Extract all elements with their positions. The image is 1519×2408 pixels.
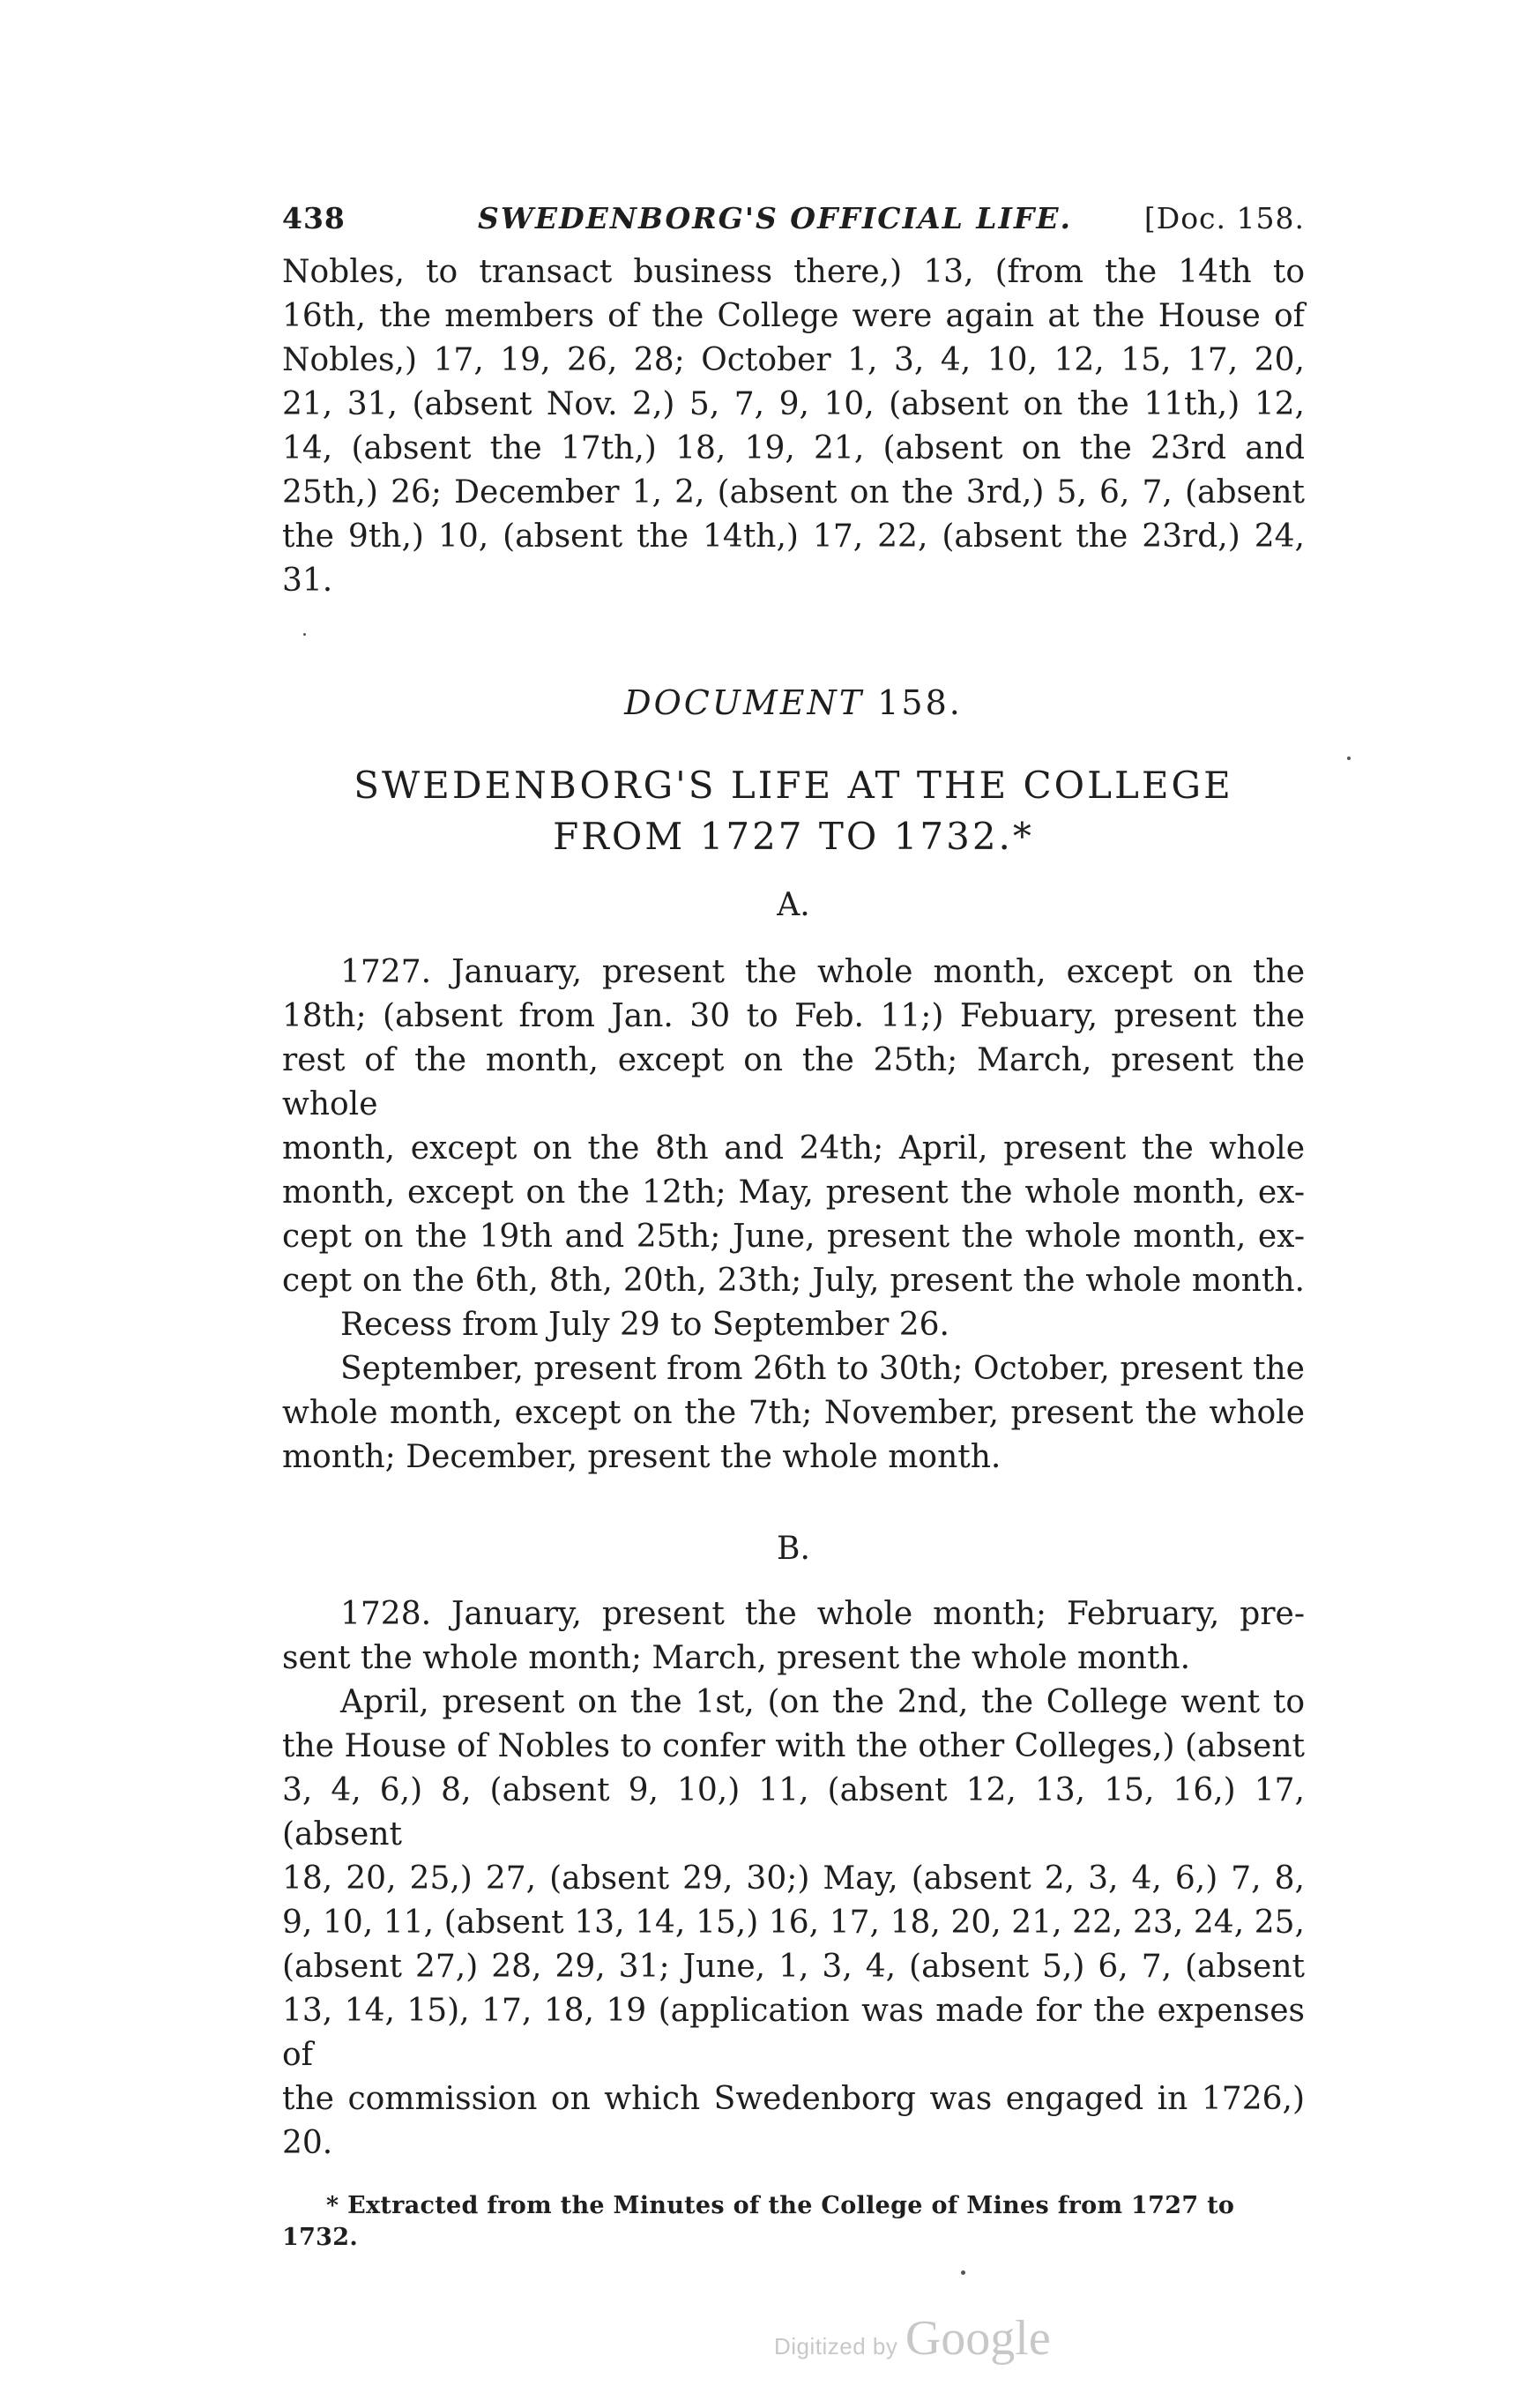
text-line: 13, 14, 15), 17, 18, 19 (application was made for the expenses of: [282, 1993, 1305, 2073]
section-b-paragraph-1: [282, 1592, 1305, 1681]
page-number: 438: [282, 201, 346, 235]
text-line: month, except on the 8th and 24th; April, present the whole: [282, 1130, 1305, 1167]
text-line: 14, (absent the 17th,) 18, 19, 21, (absent on the 23rd and: [282, 430, 1305, 466]
text-line: sent the whole month; March, present the whole month.: [282, 1640, 1191, 1676]
text-line: Nobles, to transact business there,) 13, (from the 14th to: [282, 254, 1305, 290]
document-title: [282, 760, 1305, 862]
text-line: the commission on which Swedenborg was engaged in 1726,) 20.: [282, 2081, 1305, 2161]
text-line: 18th; (absent from Jan. 30 to Feb. 11;) Febuary, present the: [282, 998, 1305, 1034]
running-title: SWEDENBORG'S OFFICIAL LIFE.: [478, 201, 1073, 235]
text-line: 1728. January, present the whole month; February, pre-: [340, 1596, 1305, 1632]
google-logo: Google: [905, 2311, 1051, 2366]
text-line: 1727. January, present the whole month, except on the: [340, 954, 1305, 990]
text-line: the 9th,) 10, (absent the 14th,) 17, 22, (absent the 23rd,) 24, 31.: [282, 518, 1305, 599]
text-line: 9, 10, 11, (absent 13, 14, 15,) 16, 17, 18, 20, 21, 22, 23, 24, 25,: [282, 1905, 1305, 1941]
text-line: month, except on the 12th; May, present the whole month, ex-: [282, 1174, 1305, 1211]
text-line: 16th, the members of the College were again at the House of: [282, 298, 1305, 334]
watermark-prefix: Digitized by: [774, 2333, 898, 2360]
section-a-paragraph-1: [282, 951, 1305, 1303]
text-line: cept on the 6th, 8th, 20th, 23th; July, present the whole month.: [282, 1263, 1305, 1299]
print-speck: [961, 2270, 965, 2275]
document-title-line: FROM 1727 TO 1732.*: [553, 815, 1034, 858]
text-line: cept on the 19th and 25th; June, present the whole month, ex-: [282, 1219, 1305, 1255]
text-line: 3, 4, 6,) 8, (absent 9, 10,) 11, (absent 12, 13, 15, 16,) 17, (absent: [282, 1772, 1305, 1853]
print-speck: [303, 633, 306, 636]
text-line: the House of Nobles to confer with the other Colleges,) (absent: [282, 1728, 1305, 1764]
book-page: [282, 201, 1305, 2254]
text-line: 18, 20, 25,) 27, (absent 29, 30;) May, (absent 2, 3, 4, 6,) 7, 8,: [282, 1860, 1305, 1897]
section-a-paragraph-3: [282, 1347, 1305, 1480]
document-heading: [282, 681, 1305, 725]
text-line: (absent 27,) 28, 29, 31; June, 1, 3, 4, (absent 5,) 6, 7, (absent: [282, 1949, 1305, 1985]
text-line: whole month, except on the 7th; November, present the whole: [282, 1395, 1305, 1431]
document-reference: [Doc. 158.: [1143, 201, 1305, 235]
footnote: * Extracted from the Minutes of the College of Mines from 1727 to 1732.: [282, 2192, 1235, 2251]
continuation-paragraph: [282, 250, 1305, 603]
document-title-line: SWEDENBORG'S LIFE AT THE COLLEGE: [354, 764, 1233, 807]
text-line: 21, 31, (absent Nov. 2,) 5, 7, 9, 10, (absent on the 11th,) 12,: [282, 386, 1305, 422]
section-a-paragraph-2: Recess from July 29 to September 26.: [340, 1307, 949, 1343]
document-heading-number: 158.: [877, 683, 963, 722]
text-line: rest of the month, except on the 25th; March, present the whole: [282, 1042, 1305, 1122]
text-line: 25th,) 26; December 1, 2, (absent on the 3rd,) 5, 6, 7, (absent: [282, 474, 1305, 511]
document-heading-word: DOCUMENT: [624, 683, 865, 722]
text-line: Nobles,) 17, 19, 26, 28; October 1, 3, 4, 10, 12, 15, 17, 20,: [282, 342, 1305, 378]
section-b-heading: B.: [777, 1531, 810, 1567]
print-speck: [1347, 757, 1351, 760]
digitized-watermark: [774, 2310, 1051, 2367]
text-line: September, present from 26th to 30th; October, present the: [340, 1351, 1305, 1387]
section-b-paragraph-2: [282, 1681, 1305, 2166]
text-line: April, present on the 1st, (on the 2nd, the College went to: [340, 1684, 1305, 1720]
text-line: month; December, present the whole month.: [282, 1439, 1001, 1475]
running-head: [282, 201, 1305, 250]
section-a-heading: A.: [777, 887, 810, 923]
